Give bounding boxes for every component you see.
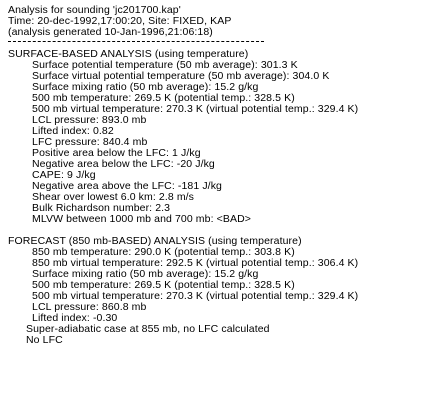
forecast-note: No LFC	[26, 334, 63, 346]
surface-line: Surface virtual potential temperature (50 mb average): 304.0 K	[32, 70, 330, 82]
analysis-generated: (analysis generated 10-Jan-1996,21:06:18)	[8, 26, 213, 38]
surface-line: 500 mb temperature: 269.5 K (potential temp.: 328.5 K)	[32, 92, 295, 104]
forecast-line: LCL pressure: 860.8 mb	[32, 301, 147, 313]
surface-line: Negative area below the LFC: -20 J/kg	[32, 158, 215, 170]
forecast-line: 500 mb virtual temperature: 270.3 K (virtual potential temp.: 329.4 K)	[32, 290, 359, 302]
surface-line: Surface potential temperature (50 mb average): 301.3 K	[32, 59, 298, 71]
surface-line: Positive area below the LFC: 1 J/kg	[32, 147, 201, 159]
forecast-line: 850 mb temperature: 290.0 K (potential temp.: 303.8 K)	[32, 246, 295, 258]
sounding-time: Time: 20-dec-1992,17:00:20, Site: FIXED, KAP	[8, 15, 232, 27]
surface-line: LCL pressure: 893.0 mb	[32, 114, 147, 126]
surface-line: MLVW between 1000 mb and 700 mb: <BAD>	[32, 213, 251, 225]
surface-line: CAPE: 9 J/kg	[32, 169, 96, 181]
surface-line: LFC pressure: 840.4 mb	[32, 136, 148, 148]
forecast-line: Lifted index: -0.30	[32, 312, 118, 324]
forecast-note: Super-adiabatic case at 855 mb, no LFC calculated	[26, 323, 270, 335]
surface-line: 500 mb virtual temperature: 270.3 K (virtual potential temp.: 329.4 K)	[32, 103, 359, 115]
surface-line: Negative area above the LFC: -181 J/kg	[32, 180, 222, 192]
surface-line: Lifted index: 0.82	[32, 125, 114, 137]
surface-line: Surface mixing ratio (50 mb average): 15.2 g/kg	[32, 81, 259, 93]
forecast-section-heading: FORECAST (850 mb-BASED) ANALYSIS (using temperature)	[8, 235, 302, 247]
separator-rule	[8, 41, 264, 43]
forecast-line: 850 mb virtual temperature: 292.5 K (virtual potential temp.: 306.4 K)	[32, 257, 359, 269]
surface-line: Shear over lowest 6.0 km: 2.8 m/s	[32, 191, 195, 203]
analysis-title: Analysis for sounding 'jc201700.kap'	[8, 4, 181, 16]
forecast-line: Surface mixing ratio (50 mb average): 15.2 g/kg	[32, 268, 259, 280]
surface-line: Bulk Richardson number: 2.3	[32, 202, 171, 214]
surface-section-heading: SURFACE-BASED ANALYSIS (using temperature)	[8, 48, 249, 60]
forecast-line: 500 mb temperature: 269.5 K (potential temp.: 328.5 K)	[32, 279, 295, 291]
